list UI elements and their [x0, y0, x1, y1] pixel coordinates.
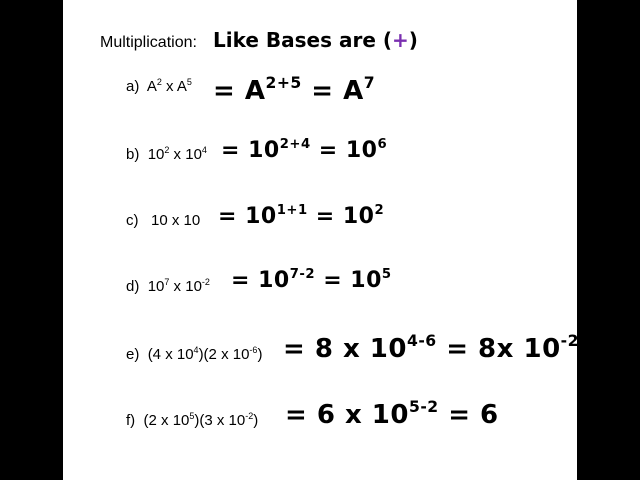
problem-d-result-exp: 5 — [381, 266, 392, 282]
problem-d-times: x — [169, 278, 186, 295]
problem-b-base-2: 10 — [185, 146, 202, 163]
problem-a-printed — [126, 78, 192, 95]
title-label: Multiplication: — [100, 34, 197, 51]
problem-e-letter: e) — [126, 346, 140, 363]
problem-c-letter: c) — [126, 212, 139, 229]
problem-e-part-1: (4 x 10 — [147, 346, 194, 363]
problem-d-exp-2: -2 — [201, 277, 210, 287]
problem-c-printed — [126, 212, 200, 229]
problem-f-part-1: (2 x 10 — [143, 412, 190, 429]
problem-d-work — [231, 268, 392, 293]
problem-a-base-1: A — [146, 78, 157, 95]
problem-a-sum: 2+5 — [265, 74, 302, 93]
problem-f-printed — [126, 412, 258, 429]
problem-d-base-2: 10 — [185, 278, 202, 295]
problem-b-letter: b) — [126, 146, 140, 163]
problem-a-eq1: = A — [213, 76, 266, 106]
problem-f-sum: 5-2 — [408, 398, 439, 417]
problem-c-sum: 1+1 — [276, 202, 308, 218]
title-handwritten-prefix: Like Bases are ( — [213, 28, 392, 52]
problem-d-exp-1: 7 — [164, 277, 170, 287]
title-handwritten-suffix: ) — [408, 28, 418, 52]
problem-e-part-3: ) — [257, 346, 263, 363]
problem-e-part-2: )(2 x 10 — [198, 346, 250, 363]
problem-b-result-exp: 6 — [377, 136, 388, 152]
problem-b-exp-2: 4 — [201, 145, 207, 155]
title-plus-symbol: + — [392, 28, 409, 52]
problem-d-base-1: 10 — [147, 278, 165, 295]
problem-f-part-2: )(3 x 10 — [194, 412, 246, 429]
problem-b-sum: 2+4 — [279, 136, 311, 152]
problem-f-work — [285, 400, 499, 430]
problem-e-eq1: = 8 x 10 — [283, 334, 407, 364]
problem-c-result-exp: 2 — [374, 202, 385, 218]
problem-c-expression: 10 x 10 — [151, 212, 201, 229]
problem-b-exp-1: 2 — [164, 145, 170, 155]
problem-f-eq2: = 6 — [438, 400, 499, 430]
problem-e-result-exp: -2 — [560, 332, 579, 351]
problem-d-diff: 7-2 — [289, 266, 316, 282]
problem-f-exp-2: -2 — [245, 411, 254, 421]
problem-a-result-exp: 7 — [363, 74, 376, 93]
problem-f-eq1: = 6 x 10 — [285, 400, 409, 430]
problem-c-eq2: = 10 — [307, 204, 375, 229]
problem-e-exp-1: 4 — [193, 345, 199, 355]
problem-d-eq2: = 10 — [315, 268, 382, 293]
problem-e-eq2: = 8x 10 — [436, 334, 561, 364]
problem-a-eq2: = A — [301, 76, 364, 106]
problem-c-eq1: = 10 — [218, 204, 277, 229]
title-handwritten — [213, 28, 418, 52]
problem-e-printed — [126, 346, 262, 363]
problem-e-work — [283, 334, 579, 364]
problem-a-exp-2: 5 — [186, 77, 192, 87]
problem-a-exp-1: 2 — [156, 77, 162, 87]
problem-c-work — [218, 204, 384, 229]
problem-f-part-3: ) — [253, 412, 259, 429]
problem-b-times: x — [169, 146, 186, 163]
problem-b-eq1: = 10 — [221, 138, 280, 163]
problem-b-eq2: = 10 — [310, 138, 378, 163]
problem-b-printed — [126, 146, 207, 163]
problem-e-sum: 4-6 — [406, 332, 437, 351]
problem-d-letter: d) — [126, 278, 140, 295]
problem-e-exp-2: -6 — [249, 345, 258, 355]
problem-a-letter: a) — [126, 78, 140, 95]
problem-f-letter: f) — [126, 412, 136, 429]
problem-b-work — [221, 138, 387, 163]
problem-d-eq1: = 10 — [231, 268, 290, 293]
worksheet-page — [63, 0, 577, 480]
problem-a-times: x — [161, 78, 177, 95]
problem-a-work — [213, 76, 375, 106]
problem-b-base-1: 10 — [147, 146, 165, 163]
problem-d-printed — [126, 278, 210, 295]
problem-a-base-2: A — [176, 78, 187, 95]
problem-f-exp-1: 5 — [189, 411, 195, 421]
